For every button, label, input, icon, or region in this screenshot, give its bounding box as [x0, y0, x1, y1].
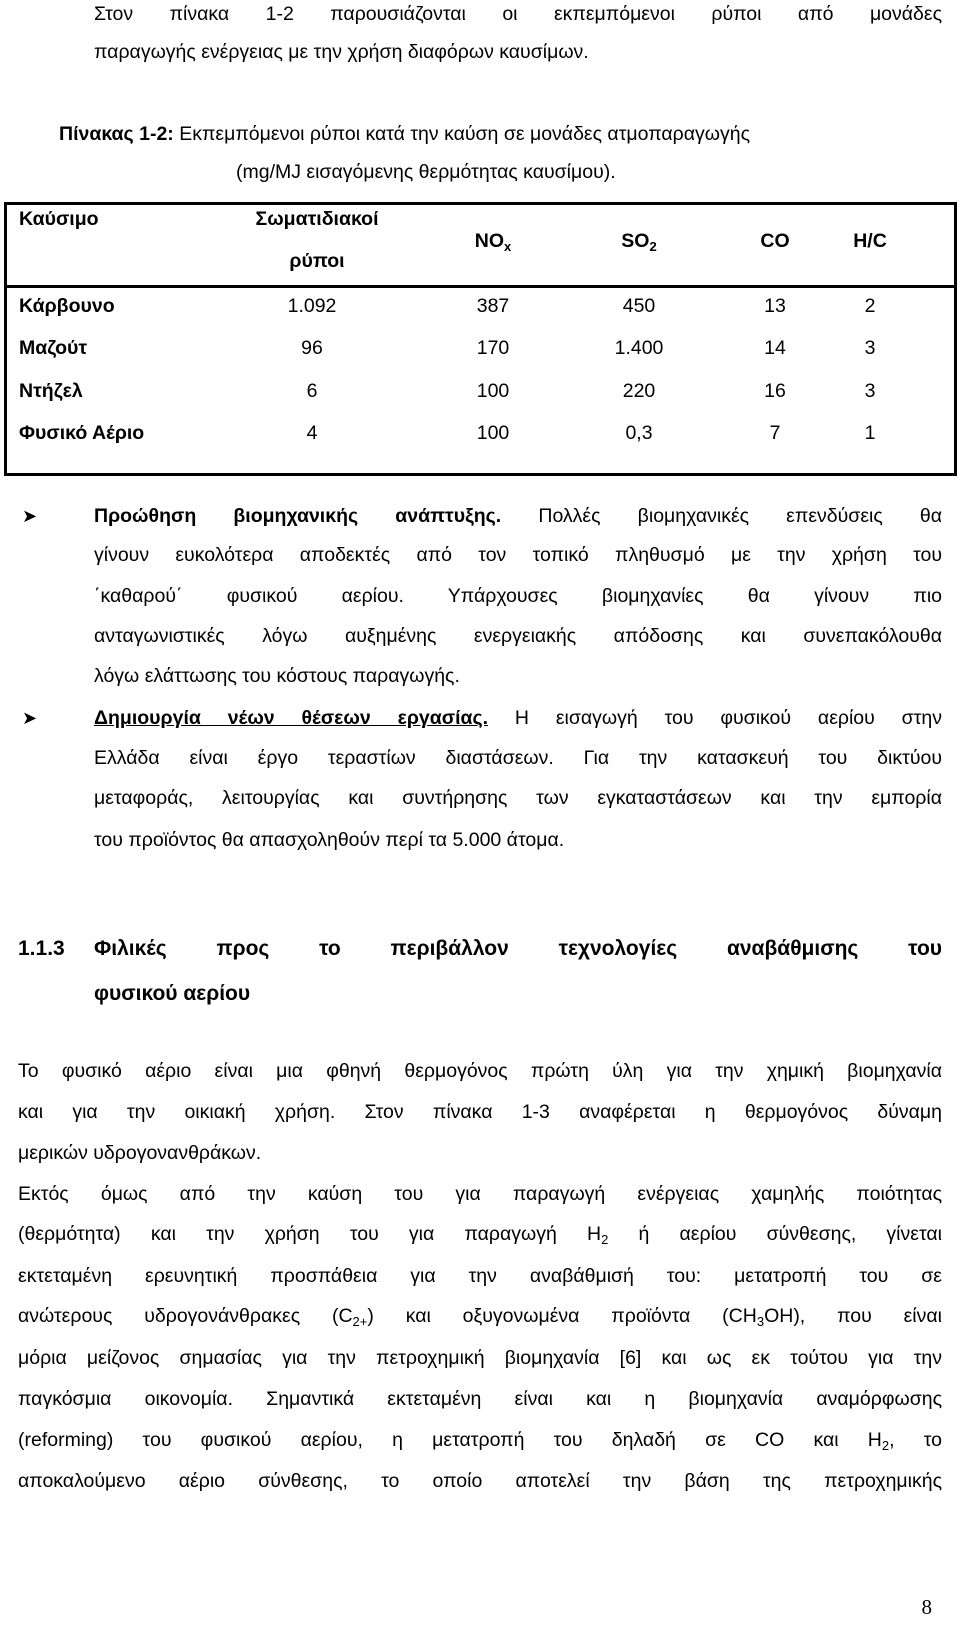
row-co: 13 [764, 295, 786, 317]
row-hc: 2 [864, 295, 876, 317]
header-particles-2: ρύποι [289, 250, 345, 272]
row-nox: 387 [476, 295, 510, 317]
row-hc: 3 [864, 337, 876, 359]
row-so2: 0,3 [625, 422, 653, 444]
section-title: φυσικού αερίου [94, 982, 251, 1005]
bullet-heading: Δημιουργία νέων θέσεων εργασίας. [94, 707, 489, 729]
bullet-text: Πολλές βιομηχανικές επενδύσεις θα [501, 505, 942, 527]
bullet-heading: Προώθηση βιομηχανικής ανάπτυξης. [94, 505, 502, 527]
header-divider [7, 285, 954, 288]
row-nox: 100 [476, 380, 510, 402]
page-number: 8 [921, 1595, 932, 1619]
subscript: 3 [756, 1314, 765, 1329]
row-hc: 3 [864, 380, 876, 402]
paragraph-line [18, 1428, 942, 1452]
header-so2 [579, 229, 699, 253]
table-caption [59, 122, 960, 146]
header-nox-text: NO [474, 230, 504, 252]
bullet-line: μεταφοράς, λειτουργίας και συντήρησης των εγκαταστάσεων και την εμπορία [94, 787, 942, 809]
row-co: 14 [764, 337, 786, 359]
subscript: 2 [601, 1232, 609, 1247]
paragraph-line [18, 1304, 942, 1328]
header-so2-sub: 2 [649, 239, 657, 254]
paragraph-line [18, 1222, 942, 1246]
header-nox-sub: x [504, 239, 512, 254]
subscript: 2+ [352, 1314, 368, 1329]
row-fuel: Φυσικό Αέριο [19, 422, 145, 444]
emissions-table [4, 202, 957, 476]
caption-units: (mg/MJ εισαγόμενης θερμότητας καυσίμου). [236, 161, 616, 183]
row-hc: 1 [864, 422, 876, 444]
paragraph-line: μόρια μείζονος σημασίας για την πετροχημική βιομηχανία [6] και ως εκ τούτου για την [18, 1347, 942, 1369]
section-number: 1.1.3 [18, 937, 65, 960]
bullet-line: λόγω ελάττωσης του κόστους παραγωγής. [94, 665, 460, 687]
header-so2-text: SO [621, 230, 650, 252]
bullet-line: του προϊόντος θα απασχοληθούν περί τα 5.000 άτομα. [94, 829, 565, 851]
row-fuel: Μαζούτ [19, 337, 88, 359]
row-fuel: Ντήζελ [19, 380, 83, 402]
row-particles: 6 [306, 380, 318, 402]
text-part: (reforming) του φυσικού αερίου, η μετατροπή του δηλαδή σε CO και H [18, 1429, 882, 1451]
subscript: 2 [881, 1438, 890, 1453]
text-part: , το [889, 1429, 942, 1451]
text-part: OH), που είναι [764, 1305, 942, 1327]
bullet-line [94, 504, 942, 528]
text-part: ανώτερους υδρογονάνθρακες (C [18, 1305, 353, 1327]
intro-line: παραγωγής ενέργειας με την χρήση διαφόρων καυσίμων. [94, 41, 589, 63]
row-particles: 1.092 [287, 295, 337, 317]
bullet-text: Η εισαγωγή του φυσικού αερίου στην [488, 707, 942, 729]
caption-label: Πίνακας 1-2: [59, 123, 174, 145]
text-part: ) και οξυγονωμένα προϊόντα (CH [367, 1305, 757, 1327]
paragraph-line: αποκαλούμενο αέριο σύνθεσης, το οποίο αποτελεί την βάση της πετροχημικής [18, 1470, 942, 1492]
arrow-bullet-icon: ➤ [22, 708, 38, 728]
paragraph-line: Εκτός όμως από την καύση του για παραγωγή ενέργειας χαμηλής ποιότητας [18, 1183, 942, 1205]
row-nox: 170 [476, 337, 510, 359]
paragraph-line: και για την οικιακή χρήση. Στον πίνακα 1-3 αναφέρεται η θερμογόνος δύναμη [18, 1101, 942, 1123]
row-nox: 100 [476, 422, 510, 444]
arrow-bullet-icon: ➤ [22, 506, 38, 526]
row-particles: 4 [306, 422, 318, 444]
caption-text: Εκπεμπόμενοι ρύποι κατά την καύση σε μονάδες ατμοπαραγωγής [173, 123, 750, 145]
header-particles: Σωματιδιακοί [255, 208, 379, 230]
text-part: ή αερίου σύνθεσης, γίνεται [608, 1223, 942, 1245]
bullet-line: γίνουν ευκολότερα αποδεκτές από τον τοπικό πληθυσμό με την χρήση του [94, 544, 942, 566]
header-co: CO [760, 230, 790, 252]
row-fuel: Κάρβουνο [19, 295, 115, 317]
paragraph-line: Το φυσικό αέριο είναι μια φθηνή θερμογόνος πρώτη ύλη για την χημική βιομηχανία [18, 1060, 942, 1082]
row-so2: 450 [622, 295, 656, 317]
paragraph-line: παγκόσμια οικονομία. Σημαντικά εκτεταμένη είναι και η βιομηχανία αναμόρφωσης [18, 1388, 942, 1410]
bullet-line: Ελλάδα είναι έργο τεραστίων διαστάσεων. Για την κατασκευή του δικτύου [94, 747, 942, 769]
row-co: 16 [764, 380, 786, 402]
intro-line: Στον πίνακα 1-2 παρουσιάζονται οι εκπεμπόμενοι ρύποι από μονάδες [94, 3, 942, 25]
header-nox [433, 229, 553, 253]
bullet-line: ΄καθαρού΄ φυσικού αερίου. Υπάρχουσες βιομηχανίες θα γίνουν πιο [94, 585, 942, 607]
row-co: 7 [769, 422, 781, 444]
section-title: Φιλικές προς το περιβάλλον τεχνολογίες αναβάθμισης του [94, 937, 942, 960]
paragraph-line: μερικών υδρογονανθράκων. [18, 1142, 262, 1164]
header-fuel: Καύσιμο [19, 208, 99, 230]
bullet-line [94, 706, 942, 730]
header-hc: H/C [853, 230, 887, 252]
bullet-line: ανταγωνιστικές λόγω αυξημένης ενεργειακής απόδοσης και συνεπακόλουθα [94, 625, 942, 647]
row-particles: 96 [301, 337, 323, 359]
row-so2: 1.400 [614, 337, 664, 359]
paragraph-line: εκτεταμένη ερευνητική προσπάθεια για την αναβάθμισή του: μετατροπή του σε [18, 1265, 942, 1287]
row-so2: 220 [622, 380, 656, 402]
text-part: (θερμότητα) και την χρήση του για παραγωγή H [18, 1223, 602, 1245]
